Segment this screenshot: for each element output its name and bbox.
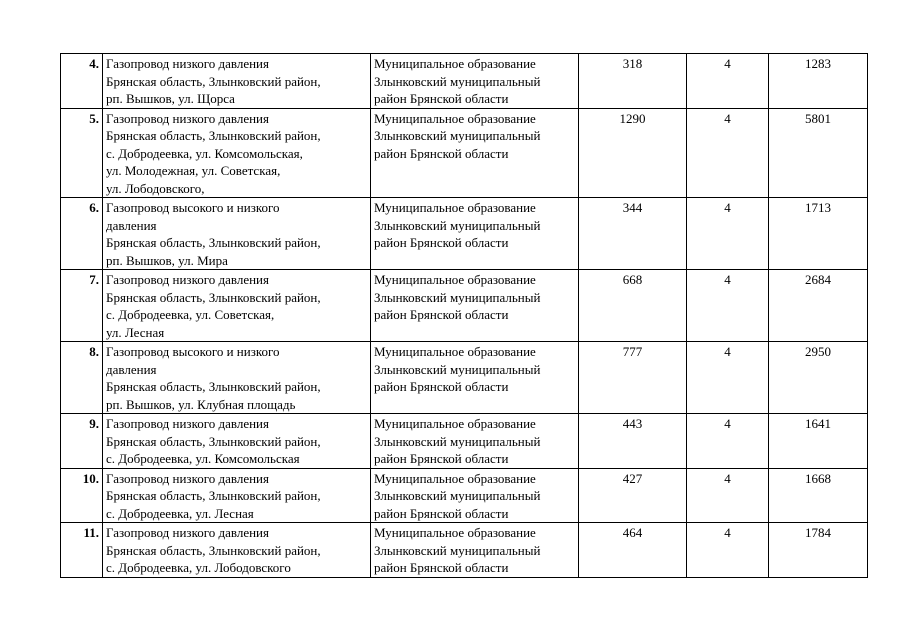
value-cell-3: 1784: [769, 523, 868, 578]
object-description-cell: [103, 54, 371, 109]
object-description-line: Брянская область, Злынковский район,: [106, 128, 321, 143]
owner-line: Злынковский муниципальный: [374, 433, 541, 449]
owner-cell: [371, 198, 579, 270]
owner-line: район Брянской области: [374, 560, 509, 575]
owner-cell: [371, 523, 579, 578]
table-row: [61, 108, 868, 198]
value-cell-1: 443: [579, 414, 687, 469]
table-row: [61, 342, 868, 414]
object-description-line: рп. Вышков, ул. Мира: [106, 252, 228, 268]
value-cell-2: 4: [687, 108, 769, 198]
value-cell-1: 668: [579, 270, 687, 342]
value-cell-2: 4: [687, 468, 769, 523]
owner-line: Муниципальное образование: [374, 525, 536, 540]
object-description-line: ул. Лободовского,: [106, 180, 205, 196]
value-cell-1: 464: [579, 523, 687, 578]
owner-cell: [371, 342, 579, 414]
object-description-line: Газопровод низкого давления: [106, 272, 269, 287]
owner-line: Муниципальное образование: [374, 200, 536, 215]
owner-line: Муниципальное образование: [374, 416, 536, 431]
object-description-line: с. Добродеевка, ул. Лободовского: [106, 560, 291, 575]
object-description-line: Газопровод низкого давления: [106, 56, 269, 71]
owner-cell: [371, 414, 579, 469]
row-number-cell: 10.: [61, 468, 103, 523]
object-description-cell: [103, 468, 371, 523]
table-row: [61, 198, 868, 270]
owner-line: Муниципальное образование: [374, 470, 536, 486]
row-number-cell: 9.: [61, 414, 103, 469]
object-description-line: ул. Молодежная, ул. Советская,: [106, 163, 281, 178]
owner-cell: [371, 108, 579, 198]
table-row: [61, 468, 868, 523]
value-cell-1: 318: [579, 54, 687, 109]
value-cell-1: 427: [579, 468, 687, 523]
object-description-line: Газопровод низкого давления: [106, 470, 269, 486]
object-description-line: Брянская область, Злынковский район,: [106, 379, 321, 394]
object-description-cell: [103, 523, 371, 578]
owner-line: Злынковский муниципальный: [374, 542, 541, 558]
value-cell-2: 4: [687, 523, 769, 578]
owner-line: Злынковский муниципальный: [374, 289, 541, 305]
row-number-cell: 5.: [61, 108, 103, 198]
object-description-line: давления: [106, 361, 157, 377]
owner-line: район Брянской области: [374, 145, 509, 161]
object-description-cell: [103, 342, 371, 414]
owner-line: район Брянской области: [374, 505, 509, 521]
owner-line: Злынковский муниципальный: [374, 361, 541, 377]
owner-cell: [371, 54, 579, 109]
value-cell-3: 2684: [769, 270, 868, 342]
owner-line: Злынковский муниципальный: [374, 128, 541, 143]
owner-line: Муниципальное образование: [374, 344, 536, 359]
owner-line: Муниципальное образование: [374, 272, 536, 287]
owner-line: район Брянской области: [374, 379, 509, 394]
object-description-cell: [103, 270, 371, 342]
object-description-line: с. Добродеевка, ул. Советская,: [106, 307, 275, 322]
value-cell-2: 4: [687, 342, 769, 414]
object-description-cell: [103, 198, 371, 270]
object-description-line: давления: [106, 217, 157, 233]
value-cell-2: 4: [687, 270, 769, 342]
object-description-line: Брянская область, Злынковский район,: [106, 542, 321, 558]
value-cell-3: 1668: [769, 468, 868, 523]
value-cell-1: 777: [579, 342, 687, 414]
table-row: [61, 54, 868, 109]
registry-table: [60, 53, 868, 578]
row-number-cell: 4.: [61, 54, 103, 109]
owner-line: район Брянской области: [374, 91, 509, 106]
object-description-line: Газопровод низкого давления: [106, 525, 269, 540]
object-description-cell: [103, 108, 371, 198]
row-number-cell: 11.: [61, 523, 103, 578]
value-cell-3: 1641: [769, 414, 868, 469]
object-description-line: с. Добродеевка, ул. Комсомольская,: [106, 145, 303, 161]
value-cell-1: 344: [579, 198, 687, 270]
value-cell-3: 1283: [769, 54, 868, 109]
value-cell-1: 1290: [579, 108, 687, 198]
value-cell-3: 5801: [769, 108, 868, 198]
owner-cell: [371, 468, 579, 523]
object-description-line: Газопровод высокого и низкого: [106, 200, 280, 215]
owner-line: Муниципальное образование: [374, 56, 536, 71]
value-cell-3: 1713: [769, 198, 868, 270]
table-row: [61, 414, 868, 469]
object-description-line: с. Добродеевка, ул. Комсомольская: [106, 451, 300, 466]
object-description-line: Газопровод высокого и низкого: [106, 344, 280, 359]
object-description-line: Брянская область, Злынковский район,: [106, 289, 321, 305]
owner-line: район Брянской области: [374, 307, 509, 322]
object-description-line: рп. Вышков, ул. Клубная площадь: [106, 396, 296, 412]
owner-line: Злынковский муниципальный: [374, 73, 541, 89]
object-description-line: Брянская область, Злынковский район,: [106, 235, 321, 250]
value-cell-2: 4: [687, 414, 769, 469]
value-cell-2: 4: [687, 198, 769, 270]
object-description-cell: [103, 414, 371, 469]
object-description-line: Брянская область, Злынковский район,: [106, 73, 321, 89]
value-cell-3: 2950: [769, 342, 868, 414]
object-description-line: Брянская область, Злынковский район,: [106, 488, 321, 503]
owner-line: Муниципальное образование: [374, 110, 536, 126]
table-row: [61, 523, 868, 578]
row-number-cell: 8.: [61, 342, 103, 414]
value-cell-2: 4: [687, 54, 769, 109]
object-description-line: ул. Лесная: [106, 324, 165, 340]
object-description-line: с. Добродеевка, ул. Лесная: [106, 505, 254, 521]
row-number-cell: 7.: [61, 270, 103, 342]
owner-line: Злынковский муниципальный: [374, 217, 541, 233]
object-description-line: рп. Вышков, ул. Щорса: [106, 91, 235, 106]
owner-line: Злынковский муниципальный: [374, 488, 541, 503]
row-number-cell: 6.: [61, 198, 103, 270]
owner-cell: [371, 270, 579, 342]
owner-line: район Брянской области: [374, 451, 509, 466]
table-row: [61, 270, 868, 342]
object-description-line: Брянская область, Злынковский район,: [106, 433, 321, 449]
owner-line: район Брянской области: [374, 235, 509, 250]
object-description-line: Газопровод низкого давления: [106, 110, 269, 126]
registry-table-body: [61, 54, 868, 578]
object-description-line: Газопровод низкого давления: [106, 416, 269, 431]
